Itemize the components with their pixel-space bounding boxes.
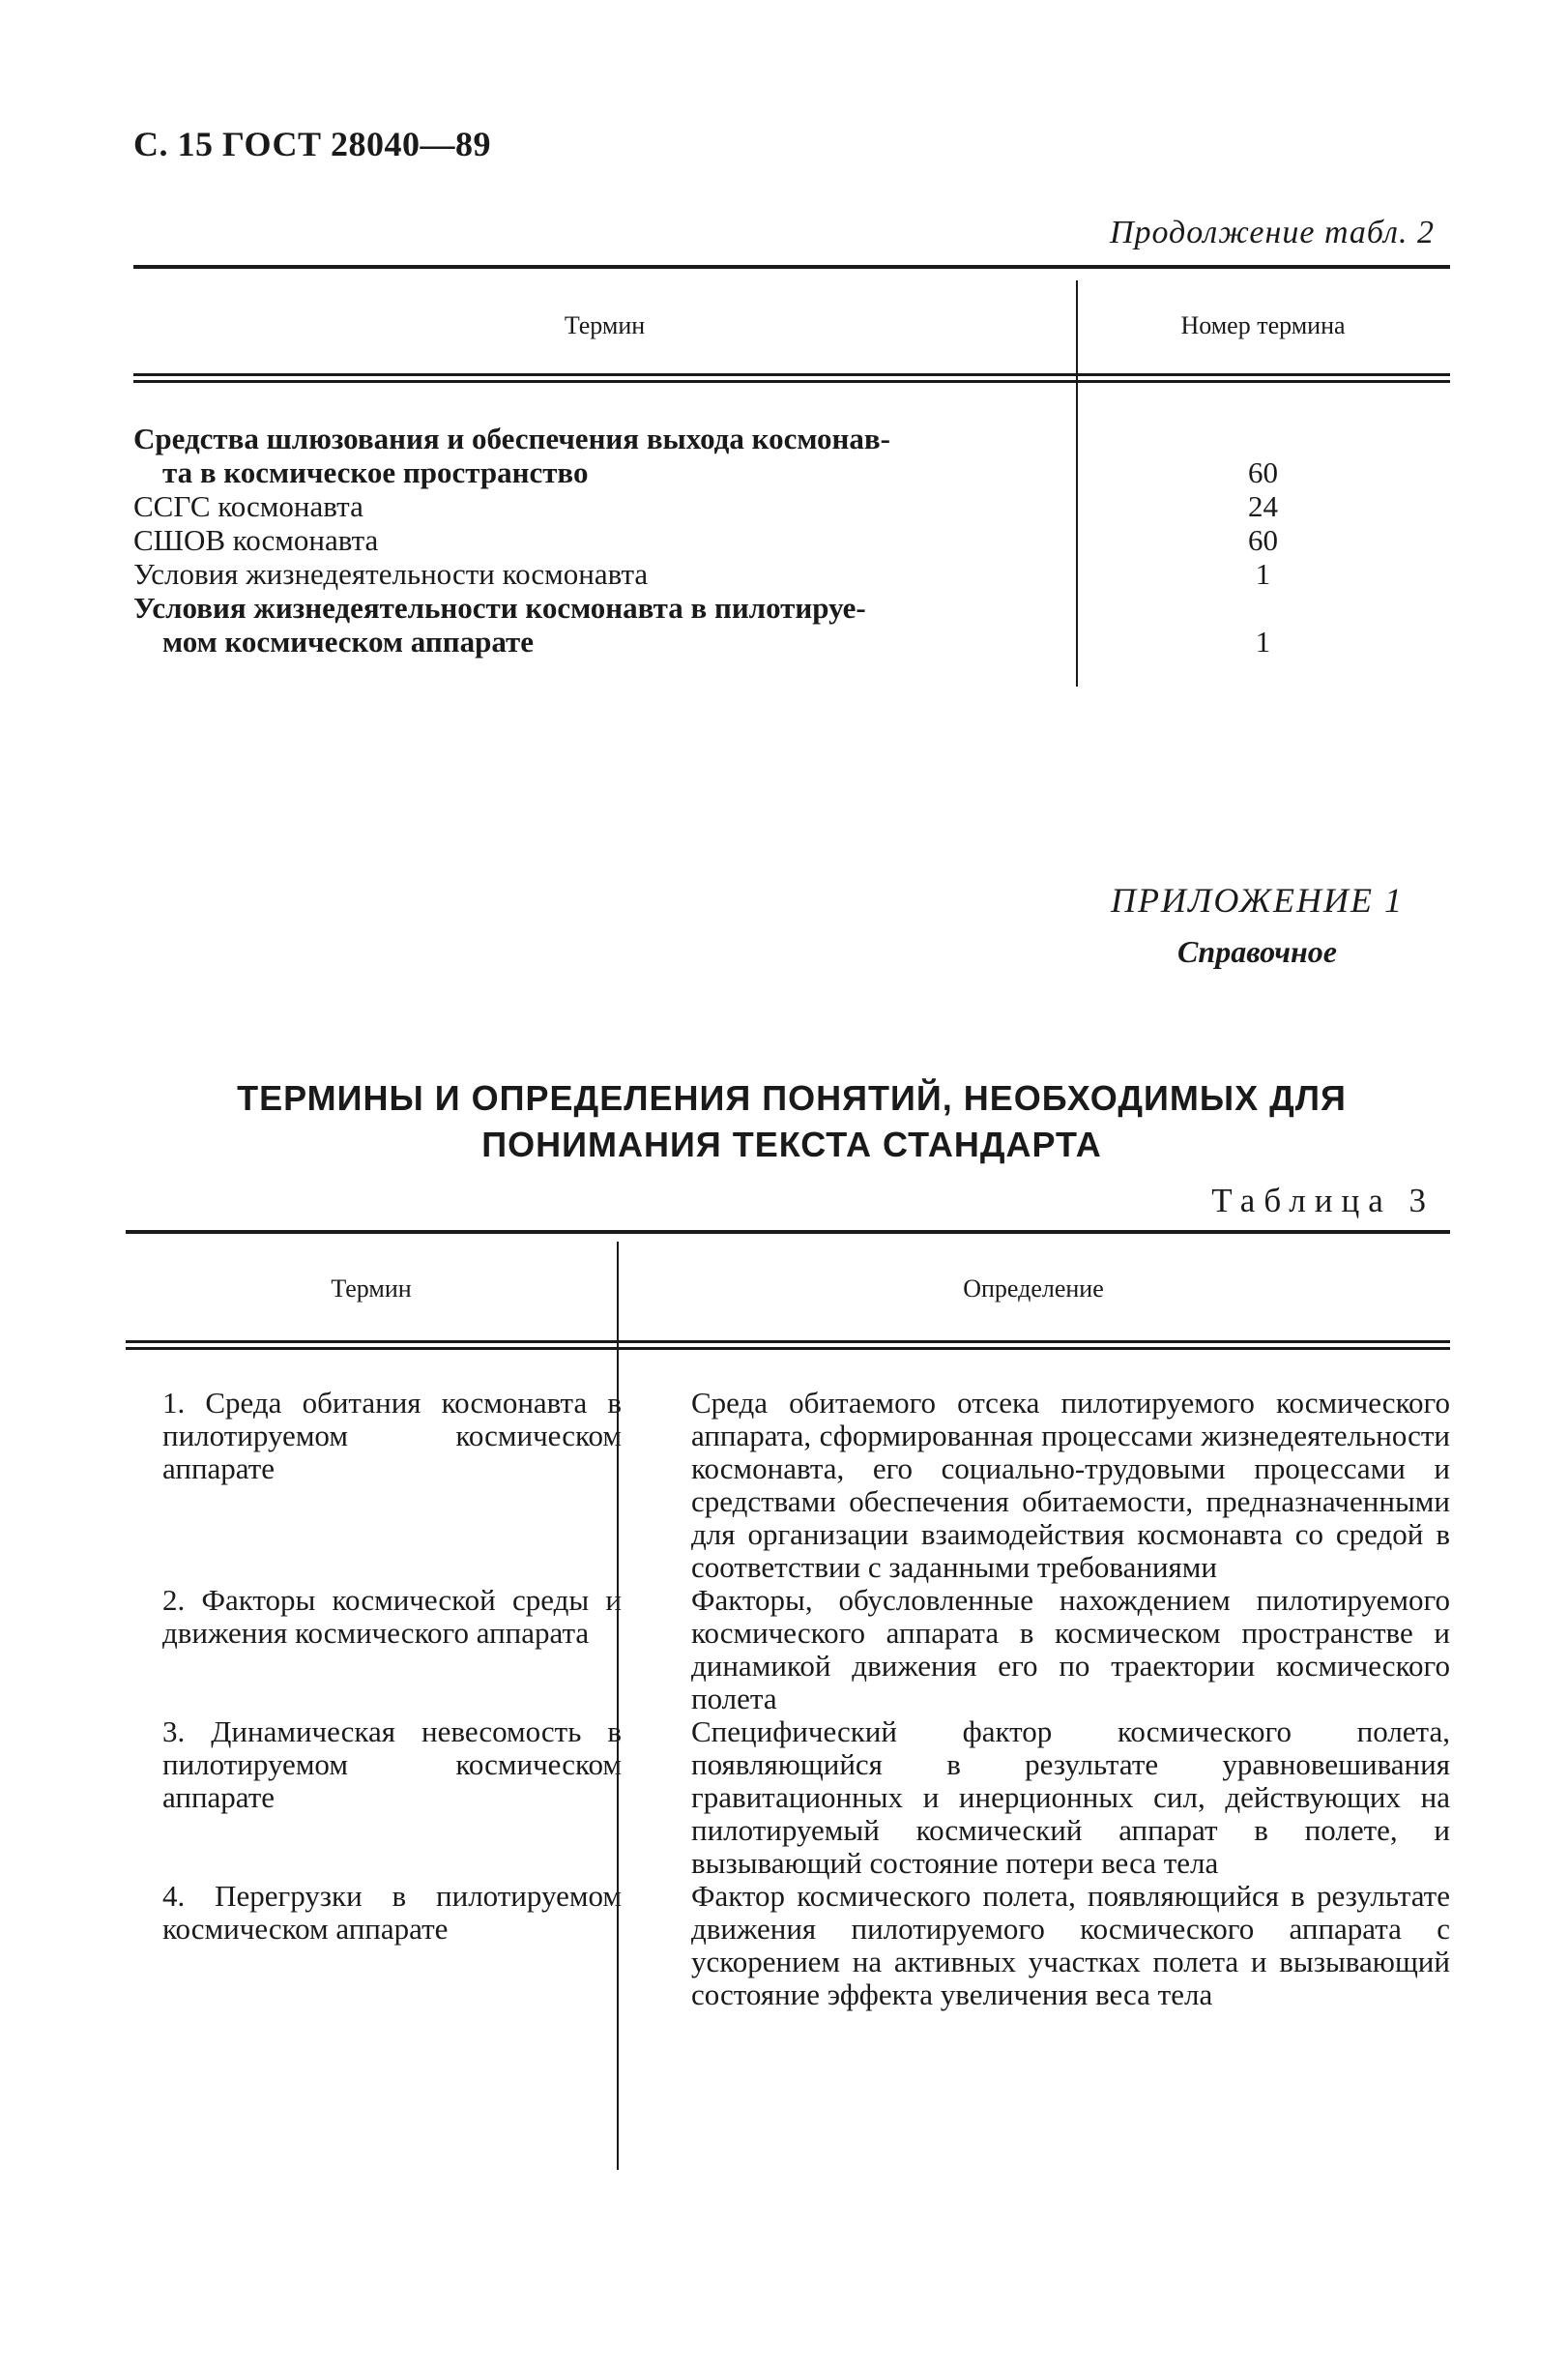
term-cell: 3. Динамическая невесомость в пилотируемом космическом аппарате: [162, 1714, 622, 1814]
table-3: [126, 1230, 1450, 2011]
table-continuation-caption: Продолжение табл. 2: [1109, 215, 1435, 250]
table-3-caption: Таблица 3: [1211, 1182, 1435, 1219]
term-text: СШОВ космонавта: [133, 523, 379, 557]
term-text-continued: та в космическое пространство: [162, 455, 589, 489]
section-title-line-1: ТЕРМИНЫ И ОПРЕДЕЛЕНИЯ ПОНЯТИЙ, НЕОБХОДИМЫХ ДЛЯ: [237, 1078, 1347, 1118]
table-2-continuation: [133, 265, 1450, 659]
table-row: [126, 1715, 1450, 1880]
table-body: [133, 383, 1450, 659]
appendix-type: Справочное: [1177, 934, 1337, 969]
table-row: [133, 422, 1450, 489]
term-cell: 4. Перегрузки в пилотируемом космическом аппарате: [162, 1879, 622, 1946]
table-row: [133, 557, 1450, 591]
appendix-number: ПРИЛОЖЕНИЕ 1: [1111, 881, 1404, 920]
definition-cell: Факторы, обусловленные нахождением пилотируемого космического аппарата в космическом пространстве и динамикой движения его по траектории космического полета: [690, 1583, 1450, 1715]
term-cell: 1. Среда обитания космонавта в пилотируемом космическом аппарате: [162, 1386, 622, 1485]
term-text-continued: мом космическом аппарате: [162, 625, 535, 659]
table-row: [133, 523, 1450, 557]
table-header-rule: [126, 1340, 1450, 1350]
column-header-definition: Определение: [963, 1274, 1104, 1303]
column-header-number: Номер термина: [1180, 311, 1346, 339]
term-text: ССГС космонавта: [133, 489, 363, 523]
term-text: Средства шлюзования и обеспечения выхода космонав-: [133, 422, 890, 455]
table-header-rule: [133, 373, 1450, 383]
table-row: [126, 1387, 1450, 1584]
term-number: 1: [1255, 625, 1271, 659]
term-cell: [133, 422, 1050, 489]
term-cell: 2. Факторы космической среды и движения космического аппарата: [162, 1583, 622, 1650]
term-number: 24: [1248, 489, 1278, 523]
table-body: [126, 1350, 1450, 2011]
term-cell: [133, 591, 1050, 659]
section-title-line-2: ПОНИМАНИЯ ТЕКСТА СТАНДАРТА: [481, 1125, 1102, 1164]
column-header-term: Термин: [331, 1274, 412, 1303]
appendix-label: [1111, 880, 1404, 970]
table-header: [126, 1234, 1450, 1340]
table-row: [133, 591, 1450, 659]
table-row: [126, 1584, 1450, 1715]
term-text: Условия жизнедеятельности космонавта: [133, 557, 649, 591]
column-header-term: Термин: [564, 311, 646, 339]
table-row: [133, 489, 1450, 523]
definition-cell: Специфический фактор космического полета, появляющийся в результате уравновешивания гравитационных и инерционных сил, действующих на пилотируемый космический аппарат в полете, и вызывающий состояние потери веса тела: [690, 1714, 1450, 1880]
term-number: 60: [1248, 523, 1278, 557]
section-title: [133, 1075, 1450, 1168]
term-text: Условия жизнедеятельности космонавта в пилотируе-: [133, 591, 866, 625]
definition-cell: Фактор космического полета, появляющийся в результате движения пилотируемого космического аппарата с ускорением на активных участках полета и вызывающий состояние эффекта увеличения веса тела: [690, 1879, 1450, 2011]
page-header: С. 15 ГОСТ 28040—89: [133, 125, 491, 163]
term-number: 60: [1248, 455, 1278, 489]
table-header: [133, 269, 1450, 373]
term-number: 1: [1255, 557, 1271, 591]
table-row: [126, 1880, 1450, 2011]
definition-cell: Среда обитаемого отсека пилотируемого космического аппарата, сформированная процессами жизнедеятельности космонавта, его социально-трудовыми процессами и средствами обеспечения обитаемости, предназначенными для организации взаимодействия космонавта со средой в соответствии с заданными требованиями: [690, 1386, 1450, 1584]
